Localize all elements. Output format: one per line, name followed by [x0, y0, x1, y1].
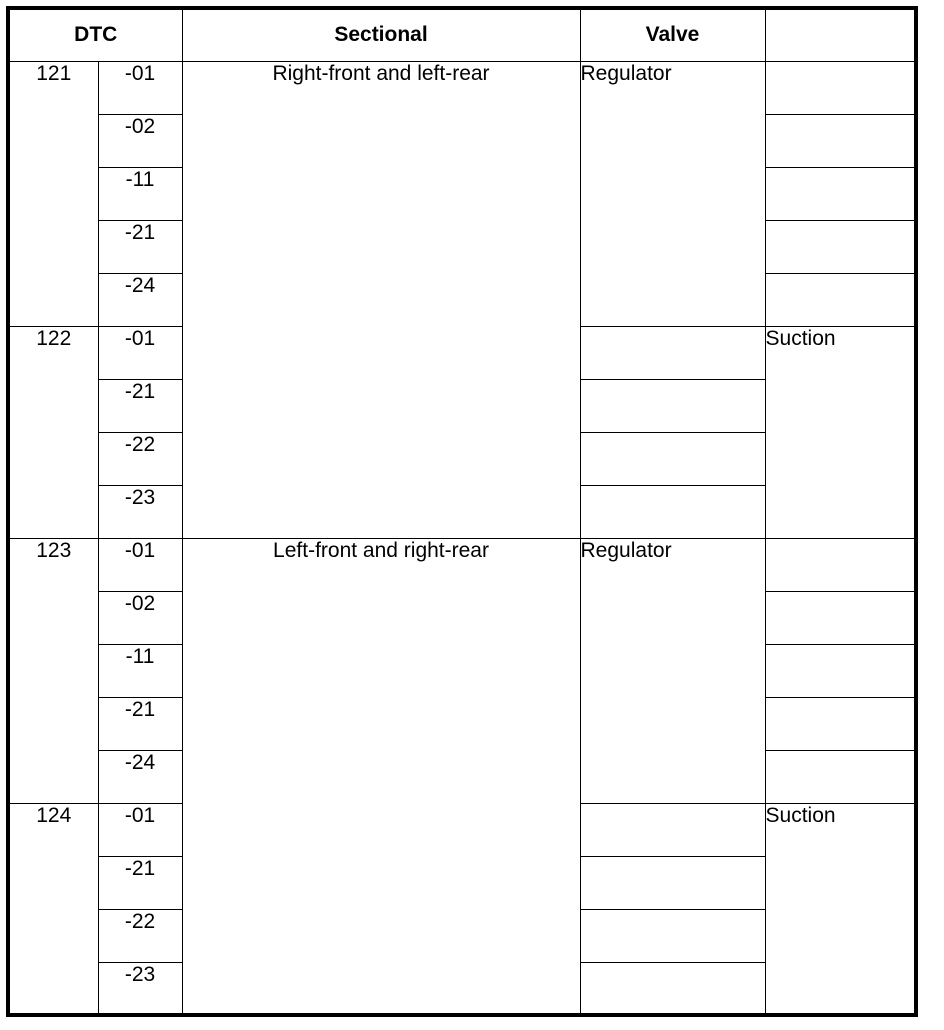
- extra-cell: [765, 750, 916, 803]
- dtc-subcode: -22: [98, 909, 182, 962]
- dtc-table: [6, 6, 918, 1017]
- valve-cell: [580, 909, 765, 962]
- suction-cell: Suction: [765, 803, 916, 1015]
- valve-cell: [580, 962, 765, 1015]
- valve-cell: [580, 803, 765, 856]
- dtc-subcode: -21: [98, 856, 182, 909]
- dtc-subcode: -11: [98, 644, 182, 697]
- dtc-subcode: -02: [98, 591, 182, 644]
- dtc-code: 123: [8, 538, 98, 803]
- table-row: [8, 61, 916, 114]
- suction-cell: Suction: [765, 326, 916, 538]
- extra-cell: [765, 644, 916, 697]
- extra-cell: [765, 167, 916, 220]
- valve-regulator-cell: Regulator: [580, 538, 765, 803]
- dtc-subcode: -24: [98, 750, 182, 803]
- extra-cell: [765, 220, 916, 273]
- dtc-subcode: -23: [98, 962, 182, 1015]
- dtc-subcode: -21: [98, 697, 182, 750]
- sectional-cell: Left-front and right-rear: [182, 538, 580, 1015]
- dtc-subcode: -01: [98, 61, 182, 114]
- dtc-subcode: -01: [98, 326, 182, 379]
- extra-cell: [765, 538, 916, 591]
- dtc-subcode: -21: [98, 220, 182, 273]
- header-row: [8, 8, 916, 61]
- dtc-code: 122: [8, 326, 98, 538]
- extra-cell: [765, 273, 916, 326]
- header-extra: [765, 8, 916, 61]
- extra-cell: [765, 114, 916, 167]
- header-sectional: Sectional: [182, 8, 580, 61]
- header-dtc: DTC: [8, 8, 182, 61]
- extra-cell: [765, 591, 916, 644]
- header-valve: Valve: [580, 8, 765, 61]
- sectional-cell: Right-front and left-rear: [182, 61, 580, 538]
- dtc-subcode: -01: [98, 803, 182, 856]
- dtc-subcode: -21: [98, 379, 182, 432]
- valve-cell: [580, 856, 765, 909]
- valve-cell: [580, 432, 765, 485]
- dtc-subcode: -23: [98, 485, 182, 538]
- dtc-subcode: -11: [98, 167, 182, 220]
- valve-regulator-cell: Regulator: [580, 61, 765, 326]
- dtc-subcode: -24: [98, 273, 182, 326]
- extra-cell: [765, 697, 916, 750]
- dtc-subcode: -22: [98, 432, 182, 485]
- table-row: [8, 538, 916, 591]
- dtc-subcode: -01: [98, 538, 182, 591]
- valve-cell: [580, 485, 765, 538]
- dtc-subcode: -02: [98, 114, 182, 167]
- dtc-code: 121: [8, 61, 98, 326]
- valve-cell: [580, 379, 765, 432]
- valve-cell: [580, 326, 765, 379]
- extra-cell: [765, 61, 916, 114]
- dtc-code: 124: [8, 803, 98, 1015]
